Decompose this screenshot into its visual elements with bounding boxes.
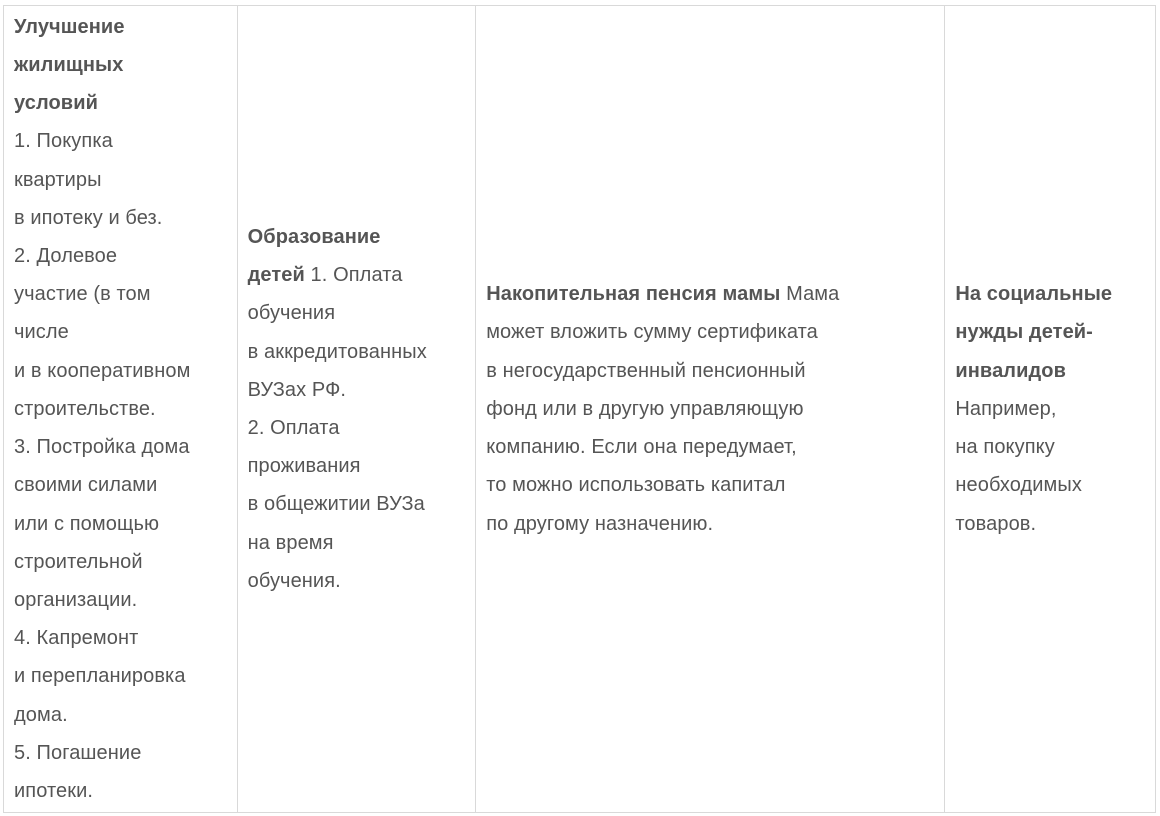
cell-text-line: компанию. Если она передумает,: [486, 436, 797, 459]
cell-title-fragment: Накопительная пенсия мамы: [486, 283, 781, 306]
cell-text-line: числе: [14, 321, 69, 344]
cell-title-line: Образование: [247, 225, 381, 248]
cell-text-line: фонд или в другую управляющую: [486, 397, 804, 420]
cell-text-line: необходимых: [955, 474, 1082, 497]
cell-text-line: 4. Капремонт: [14, 627, 139, 650]
cell-title-line: нужды детей-: [955, 321, 1093, 344]
cell-title-line: На социальные: [955, 283, 1113, 306]
table-cell-pension: [476, 6, 945, 812]
info-table: [3, 5, 1156, 813]
cell-title-line: инвалидов: [955, 359, 1066, 382]
cell-text-line: 1. Покупка: [14, 130, 113, 153]
cell-text-line: в аккредитованных: [247, 340, 427, 363]
cell-text-line: или с помощью: [14, 512, 160, 535]
cell-text-line: дома.: [14, 703, 68, 726]
cell-content: [14, 8, 190, 810]
cell-mixed-line: [248, 256, 427, 294]
cell-text-line: участие (в том: [14, 283, 151, 306]
cell-text-line: то можно использовать капитал: [486, 474, 786, 497]
cell-text-line: на время: [247, 531, 334, 554]
cell-mixed-line: [486, 275, 839, 313]
cell-title-line: жилищных: [14, 54, 124, 77]
cell-text-line: в общежитии ВУЗа: [247, 493, 425, 516]
cell-text-line: квартиры: [14, 168, 102, 191]
table-cell-housing: [4, 6, 238, 812]
cell-text-line: по другому назначению.: [486, 512, 714, 535]
cell-text-line: Например,: [955, 397, 1057, 420]
cell-title-line: условий: [14, 92, 98, 115]
table-cell-education: [238, 6, 477, 812]
cell-text-line: организации.: [14, 588, 138, 611]
cell-text-line: 5. Погашение: [14, 741, 142, 764]
cell-text-line: может вложить сумму сертификата: [486, 321, 818, 344]
cell-text-line: обучения.: [247, 569, 341, 592]
cell-text-line: в ипотеку и без.: [14, 206, 163, 229]
cell-content: [955, 275, 1112, 542]
cell-text-line: своими силами: [14, 474, 158, 497]
cell-text-line: и в кооперативном: [14, 359, 191, 382]
cell-text-line: и перепланировка: [14, 665, 186, 688]
cell-text-line: обучения: [247, 302, 336, 325]
cell-text-line: строительной: [14, 550, 143, 573]
cell-content: [248, 218, 427, 600]
cell-content: [486, 275, 839, 542]
cell-text-line: товаров.: [955, 512, 1037, 535]
cell-text-fragment: Мама: [780, 283, 840, 306]
cell-text-line: 3. Постройка дома: [14, 436, 190, 459]
cell-text-line: проживания: [247, 455, 361, 478]
cell-text-line: ВУЗах РФ.: [247, 378, 347, 401]
cell-text-fragment: 1. Оплата: [304, 264, 403, 287]
cell-text-line: на покупку: [955, 436, 1055, 459]
cell-text-line: в негосударственный пенсионный: [486, 359, 806, 382]
table-cell-disabled-children: [945, 6, 1155, 812]
cell-title-fragment: детей: [247, 264, 305, 287]
cell-text-line: 2. Оплата: [247, 417, 340, 439]
cell-text-line: строительстве.: [14, 397, 156, 420]
cell-text-line: 2. Долевое: [14, 245, 118, 268]
cell-title-line: Улучшение: [14, 15, 125, 38]
cell-text-line: ипотеки.: [14, 779, 94, 802]
